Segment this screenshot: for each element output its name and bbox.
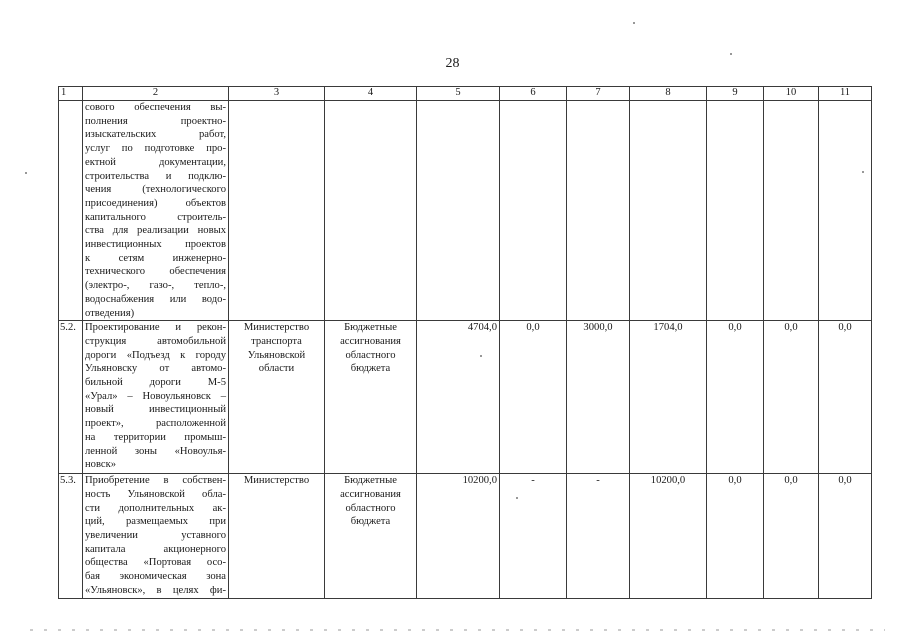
empty-cell	[707, 101, 764, 321]
description-line: (электро-, газо-, тепло-,	[85, 280, 226, 292]
empty-cell	[567, 101, 630, 321]
total-amount-cell: 4704,0	[417, 321, 500, 474]
activity-description	[83, 101, 229, 321]
header-cell: 8	[630, 87, 707, 101]
description-line: отведения)	[85, 307, 135, 319]
header-cell: 10	[764, 87, 819, 101]
header-cell: 5	[417, 87, 500, 101]
amount-cell: 0,0	[764, 321, 819, 474]
table-row-continuation	[59, 101, 872, 321]
executor-cell: Министерство транспорта Ульяновской области	[229, 321, 325, 474]
empty-cell	[229, 101, 325, 321]
funding-source-cell: Бюджетные ассигнования областного бюджета	[325, 474, 417, 598]
amount-cell: 0,0	[707, 321, 764, 474]
empty-cell	[325, 101, 417, 321]
description-line: к сетям инженерно-	[85, 252, 226, 264]
table-row	[59, 474, 872, 598]
funding-source-cell: Бюджетные ассигнования областного бюджета	[325, 321, 417, 474]
page-number: 28	[445, 56, 460, 71]
description-line: общества «Портовая осо-	[85, 557, 226, 569]
scan-speck	[480, 355, 482, 357]
amount-cell: 1704,0	[630, 321, 707, 474]
empty-cell	[500, 101, 567, 321]
description-line: капитального строитель-	[85, 211, 226, 223]
description-line: увеличении уставного	[85, 530, 226, 542]
row-number-cell: 5.3.	[59, 474, 83, 598]
amount-cell: 0,0	[764, 474, 819, 598]
description-line: изыскательских работ,	[85, 129, 226, 141]
header-cell: 7	[567, 87, 630, 101]
header-cell: 1	[59, 87, 83, 101]
description-line: Ульяновску от автомо-	[85, 363, 226, 375]
description-line: водоснабжения или водо-	[85, 293, 226, 305]
description-line: бая экономическая зона	[85, 571, 226, 583]
scan-edge-artifact	[30, 629, 885, 631]
activity-description	[83, 321, 229, 474]
row-number-cell: 5.2.	[59, 321, 83, 474]
description-line: технического обеспечения	[85, 266, 226, 278]
description-line: сового обеспечения вы-	[85, 102, 226, 113]
description-line: капитала акционерного	[85, 543, 226, 555]
row-number-cell	[59, 101, 83, 321]
header-cell: 6	[500, 87, 567, 101]
description-line: ность Ульяновской обла-	[85, 488, 226, 500]
amount-cell: 0,0	[707, 474, 764, 598]
header-cell: 9	[707, 87, 764, 101]
description-line: присоединения) объектов	[85, 197, 226, 209]
description-line: ектной документации,	[85, 156, 226, 168]
scan-speck	[633, 22, 635, 24]
description-line: Приобретение в собствен-	[85, 475, 226, 487]
amount-cell: 10200,0	[630, 474, 707, 598]
budget-table	[58, 86, 872, 599]
scan-speck	[730, 53, 732, 55]
description-line: сти дополнительных ак-	[85, 502, 226, 514]
total-amount-cell: 10200,0	[417, 474, 500, 598]
description-line: ства для реализации новых	[85, 225, 226, 237]
header-cell: 2	[83, 87, 229, 101]
description-line: новый инвестиционный	[85, 404, 226, 416]
empty-cell	[764, 101, 819, 321]
description-line: проект», расположенной	[85, 418, 226, 430]
scan-speck	[862, 171, 864, 173]
amount-cell: 0,0	[819, 474, 872, 598]
description-line: бильной дороги М-5	[85, 377, 226, 389]
amount-cell: 3000,0	[567, 321, 630, 474]
description-line: чения (технологического	[85, 184, 226, 196]
description-line: дороги «Подъезд к городу	[85, 349, 226, 361]
description-line: струкция автомобильной	[85, 335, 226, 347]
description-line: Проектирование и рекон-	[85, 322, 226, 334]
activity-description	[83, 474, 229, 598]
description-line: строительства и подклю-	[85, 170, 226, 182]
description-line: полнения проектно-	[85, 115, 226, 127]
amount-cell: -	[567, 474, 630, 598]
table-row	[59, 321, 872, 474]
description-line: «Урал» – Новоульяновск –	[85, 390, 226, 402]
empty-cell	[417, 101, 500, 321]
description-line: ций, размещаемых при	[85, 516, 226, 528]
description-line: новск»	[85, 459, 117, 471]
amount-cell: 0,0	[819, 321, 872, 474]
description-line: ленной зоны «Новоулья-	[85, 445, 226, 457]
executor-cell: Министерство	[229, 474, 325, 598]
table-header-row	[59, 87, 872, 101]
description-line: услуг по подготовке про-	[85, 143, 226, 155]
description-line: «Ульяновск», в целях фи-	[85, 584, 226, 596]
description-line: инвестиционных проектов	[85, 239, 226, 251]
amount-cell: 0,0	[500, 321, 567, 474]
scan-speck	[25, 172, 27, 174]
empty-cell	[630, 101, 707, 321]
description-line: на территории промыш-	[85, 431, 226, 443]
header-cell: 3	[229, 87, 325, 101]
scan-speck	[516, 497, 518, 499]
header-cell: 4	[325, 87, 417, 101]
header-cell: 11	[819, 87, 872, 101]
empty-cell	[819, 101, 872, 321]
amount-cell: -	[500, 474, 567, 598]
